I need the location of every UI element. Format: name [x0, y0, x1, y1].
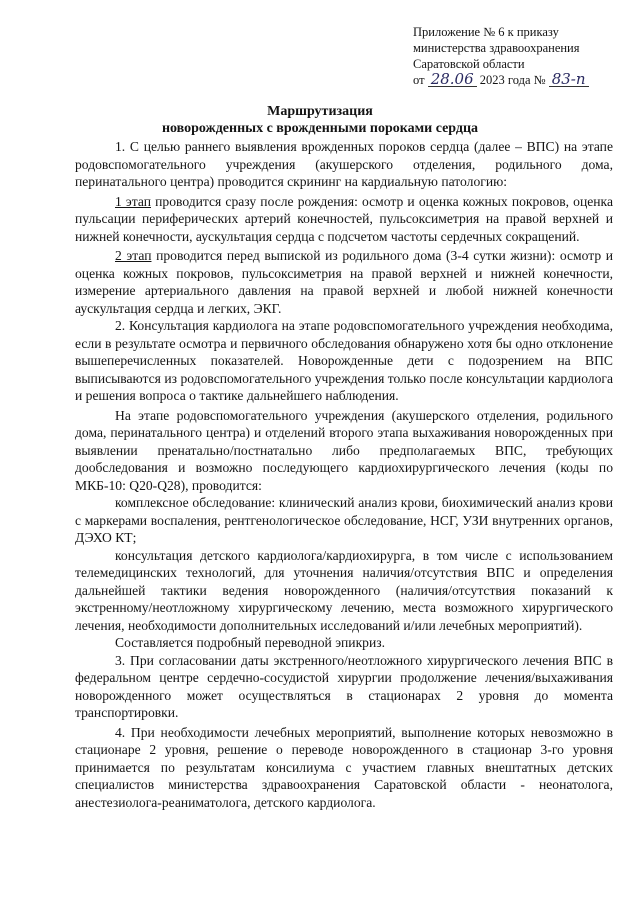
paragraph-stage-2 [75, 247, 613, 317]
document-title: Маршрутизация [267, 104, 373, 119]
paragraph-7: 3. При согласовании даты экстренного/неотложного хирургического лечения ВПС в федеральном центре сердечно-сосудистой хирургии продолжение лечения/выхаживания новорожденного может осуществляться в стационарах 2 уровня до момента транспортировки. [75, 652, 613, 720]
stage-1-text: проводится сразу после рождения: осмотр и оценка кожных покровов, оценка пульсации периферических артерий конечностей, пульсоксиметрия на правой верхней и нижней конечности, аускультация сердца с подсчетом частоты сердечных сокращений. [75, 193, 613, 244]
header-date-line [413, 72, 623, 88]
stage-2-label: 2 этап [115, 248, 152, 263]
paragraph-stage-1 [75, 193, 613, 246]
document-subtitle: новорожденных с врожденными пороками сердца [161, 121, 479, 136]
date-prefix: от [413, 73, 425, 87]
paragraph-1: 1. С целью раннего выявления врожденных пороков сердца (далее – ВПС) на этапе родовспомогательного учреждения (акушерского отделения, родильного дома, перинатального центра) проводится скрининг на кардиальную патологию: [75, 139, 613, 189]
stage-2-text: проводится перед выпиской из родильного дома (3-4 сутки жизни): осмотр и оценка кожных покровов, пульсоксиметрия на правой верхней и нижней конечности, измерение артериального давления на правой верхней и любой нижней конечности аускультация сердца и легких, ЭКГ. [75, 248, 614, 316]
header-line-2: министерства здравоохранения [413, 41, 580, 55]
header-line-3: Саратовской области [413, 57, 525, 71]
paragraph-6: Составляется подробный переводной эпикриз. [115, 635, 386, 650]
paragraph-3: На этапе родовспомогательного учреждения (акушерского отделения, родильного дома, перинатального центра) и отделений второго этапа выхаживания новорожденных при выявлении пренатально/постнатально либо предполагаемых ВПС, требующих дообследования и возможно последующего кардиохирургического лечения (коды по МКБ-10: Q20-Q28), проводится: [75, 407, 613, 493]
paragraph-5: консультация детского кардиолога/кардиохирурга, в том числе с использованием телемедицинских технологий, для уточнения наличия/отсутствия ВПС и определения дальнейшей тактики ведения новорожденного (наличия/отсутствия показаний к экстренному/неотложному хирургическому лечению, места возможного хирургического лечения, необходимости дополнительных исследований и/или лечебных мероприятий). [75, 547, 613, 633]
header-line-1: Приложение № 6 к приказу [413, 25, 559, 39]
date-suffix: 2023 года № [479, 73, 546, 87]
paragraph-4: комплексное обследование: клинический анализ крови, биохимический анализ крови с маркерами воспаления, рентгенологическое обследование, НСГ, УЗИ внутренних органов, ДЭХО КТ; [75, 495, 613, 545]
paragraph-8: 4. При необходимости лечебных мероприятий, выполнение которых невозможно в стационаре 2 уровня, решение о переводе новорожденного в стационар 3-го уровня принимается по результатам консилиума с участием главных внештатных детских специалистов министерства здравоохранения Саратовской области - неонатолога, анестезиолога-реаниматолога, детского кардиолога. [75, 724, 613, 810]
appendix-header [413, 24, 623, 88]
handwritten-order-number: 83-п [549, 72, 589, 87]
paragraph-2: 2. Консультация кардиолога на этапе родовспомогательного учреждения необходима, если в результате осмотра и первичного обследования обнаружено хотя бы одно отклонение вышеперечисленных показателей. Новорожденные дети с подозрением на ВПС выписываются из родовспомогательного учреждения только после консультации кардиолога и решения вопроса о тактике дальнейшего наблюдения. [75, 318, 613, 403]
document-body [75, 138, 613, 811]
handwritten-date: 28.06 [428, 72, 477, 87]
stage-1-label: 1 этап [115, 193, 151, 209]
